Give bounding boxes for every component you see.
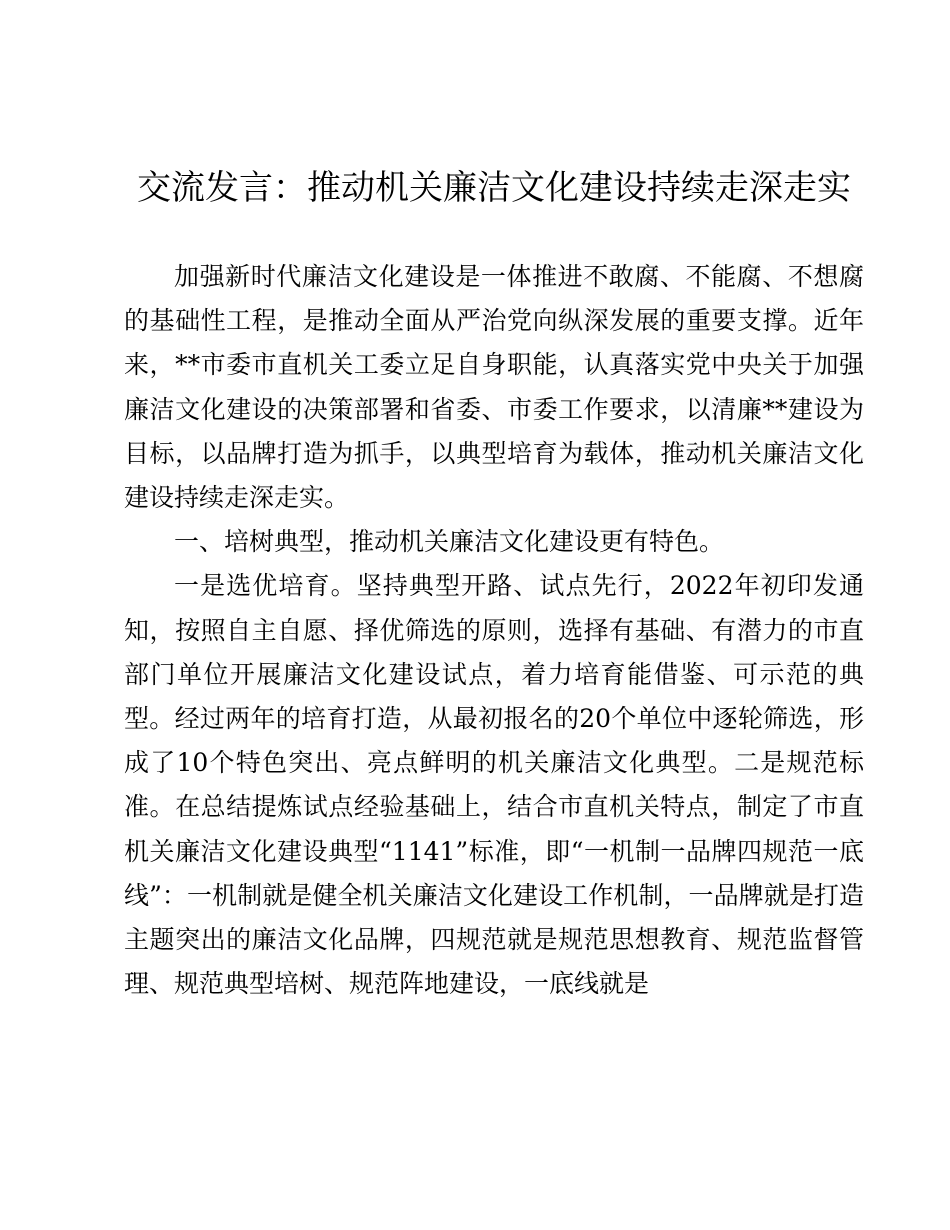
paragraph-section-1: 一是选优培育。坚持典型开路、试点先行，2022年初印发通知，按照自主自愿、择优筛选的原则，选择有基础、有潜力的市直部门单位开展廉洁文化建设试点，着力培育能借鉴、可示范的典型。经过两年的培育打造，从最初报名的20个单位中逐轮筛选，形成了10个特色突出、亮点鲜明的机关廉洁文化典型。二是规范标准。在总结提炼试点经验基础上，结合市直机关特点，制定了市直机关廉洁文化建设典型“1141”标准，即“一机制一品牌四规范一底线”：一机制就是健全机关廉洁文化建设工作机制，一品牌就是打造主题突出的廉洁文化品牌，四规范就是规范思想教育、规范监督管理、规范典型培树、规范阵地建设，一底线就是 bbox=[124, 571, 864, 999]
section-heading-1: 一、培树典型，推动机关廉洁文化建设更有特色。 bbox=[174, 527, 725, 557]
document-title: 交流发言：推动机关廉洁文化建设持续走深走实 bbox=[137, 168, 851, 208]
paragraph-intro: 加强新时代廉洁文化建设是一体推进不敢腐、不能腐、不想腐的基础性工程，是推动全面从严治党向纵深发展的重要支撑。近年来，**市委市直机关工委立足自身职能，认真落实党中央关于加强廉洁文化建设的决策部署和省委、市委工作要求，以清廉**建设为目标，以品牌打造为抓手，以典型培育为载体，推动机关廉洁文化建设持续走深走实。 bbox=[124, 262, 864, 513]
document-body bbox=[124, 255, 864, 1006]
